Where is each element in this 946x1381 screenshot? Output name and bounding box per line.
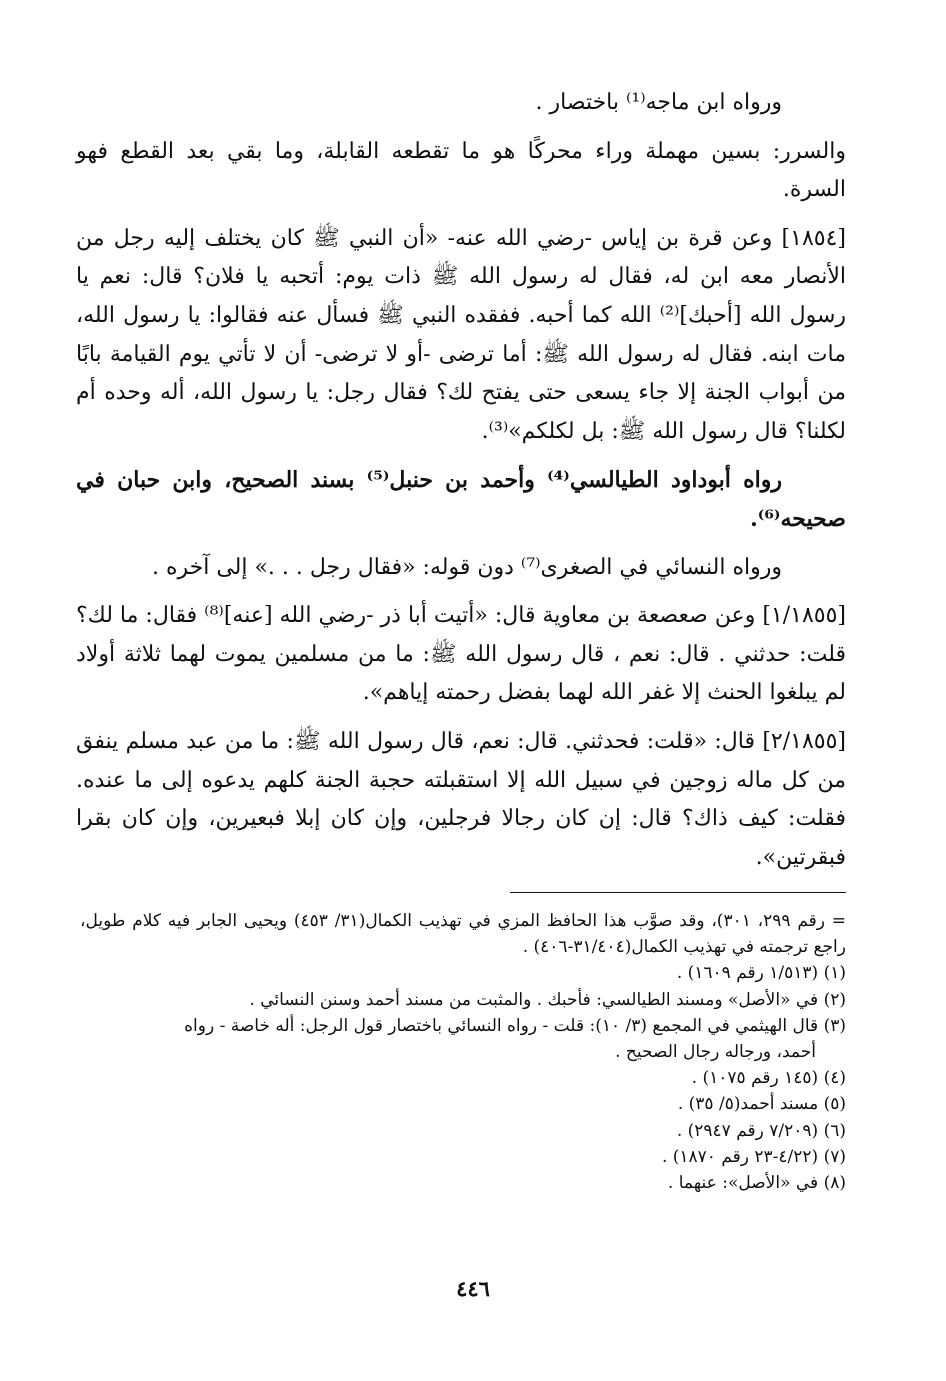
hadith-1855-2: [٢/١٨٥٥] قال: «قلت: فحدثني. قال: نعم، قال رسول الله ﷺ: ما من عبد مسلم ينفق من كل ماله زوجين في سبيل الله إلا استقبلته حجبة الجنة كلهم يدعوه إلى ما عنده. فقلت: كيف ذاك؟ قال: إن كان رجالا فرجلين، وإن كان إبلا فبعيرين، وإن كان بقرا فبقرتين». — [76, 728, 846, 870]
footnote: (٢) في «الأصل» ومسند الطيالسي: فأحبك . والمثبت من مسند أحمد وسنن النسائي . — [249, 989, 846, 1010]
footnote-separator — [510, 892, 846, 893]
page-number: ٤٤٦ — [456, 1276, 490, 1301]
footnote: = رقم ٢٩٩، ٣٠١)، وقد صوَّب هذا الحافظ المزي في تهذيب الكمال(٣١/ ٤٥٣) ويحيى الجابر فيه كلام طويل، راجع ترجمته في تهذيب الكمال(٣١/٤٠٤-٤٠٦) . — [80, 911, 847, 958]
footnote: (١) (١/٥١٣ رقم ١٦٠٩) . — [676, 963, 846, 984]
footnote: (٧) (٤/٢٢-٢٣ رقم ١٨٧٠) . — [661, 1146, 846, 1167]
footnote-continuation: أحمد، ورجاله رجال الصحيح . — [615, 1042, 816, 1063]
paragraph: رواه أبوداود الطيالسي⁽⁴⁾ وأحمد بن حنبل⁽⁵⁾ بسند الصحيح، وابن حبان في صحيحه⁽⁶⁾. — [76, 467, 846, 532]
paragraph: ورواه النسائي في الصغرى⁽⁷⁾ دون قوله: «فقال رجل . . .» إلى آخره . — [151, 554, 782, 580]
hadith-1855-1: [١/١٨٥٥] وعن صعصعة بن معاوية قال: «أتيت أبا ذر -رضي الله [عنه]⁽⁸⁾ فقال: ما لك؟ قلت: حدثني . قال: نعم ، قال رسول الله ﷺ: ما من مسلمين يموت لهما ثلاثة أولاد لم يبلغوا الحنث إلا غفر الله لهما بفضل رحمته إياهم». — [76, 603, 846, 706]
footnotes — [80, 908, 846, 1196]
footnote: (٣) قال الهيثمي في المجمع (٣/ ١٠): قلت - رواه النسائي باختصار قول الرجل: أله خاصة - رواه — [184, 1015, 846, 1036]
footnote: (٥) مسند أحمد(٥/ ٣٥) . — [677, 1094, 846, 1115]
paragraph: والسرر: بسين مهملة وراء محركًا هو ما تقطعه القابلة، وما بقي بعد القطع فهو السرة. — [76, 138, 846, 203]
footnote: (٦) (٧/٢٠٩ رقم ٢٩٤٧) . — [676, 1120, 846, 1141]
main-text — [76, 84, 846, 887]
footnote: (٨) في «الأصل»: عنهما . — [667, 1173, 846, 1194]
hadith-1854: [١٨٥٤] وعن قرة بن إياس -رضي الله عنه- «أن النبي ﷺ كان يختلف إليه رجل من الأنصار معه ابن له، فقال له رسول الله ﷺ ذات يوم: أتحبه يا فلان؟ قال: نعم يا رسول الله [أحبك]⁽²⁾ الله كما أحبه. ففقده النبي ﷺ فسأل عنه فقالوا: يا رسول الله، مات ابنه. فقال له رسول الله ﷺ: أما ترضى -أو لا ترضى- أن لا تأتي يوم القيامة بابًا من أبواب الجنة إلا جاء يسعى حتى يفتح لك؟ فقال رجل: يا رسول الله، أله وحده أم لكلنا؟ قال رسول الله ﷺ: بل لكلكم»⁽³⁾. — [76, 225, 846, 444]
footnote: (٤) (١٤٥ رقم ١٠٧٥) . — [691, 1068, 846, 1089]
paragraph: ورواه ابن ماجه⁽¹⁾ باختصار . — [535, 90, 782, 115]
